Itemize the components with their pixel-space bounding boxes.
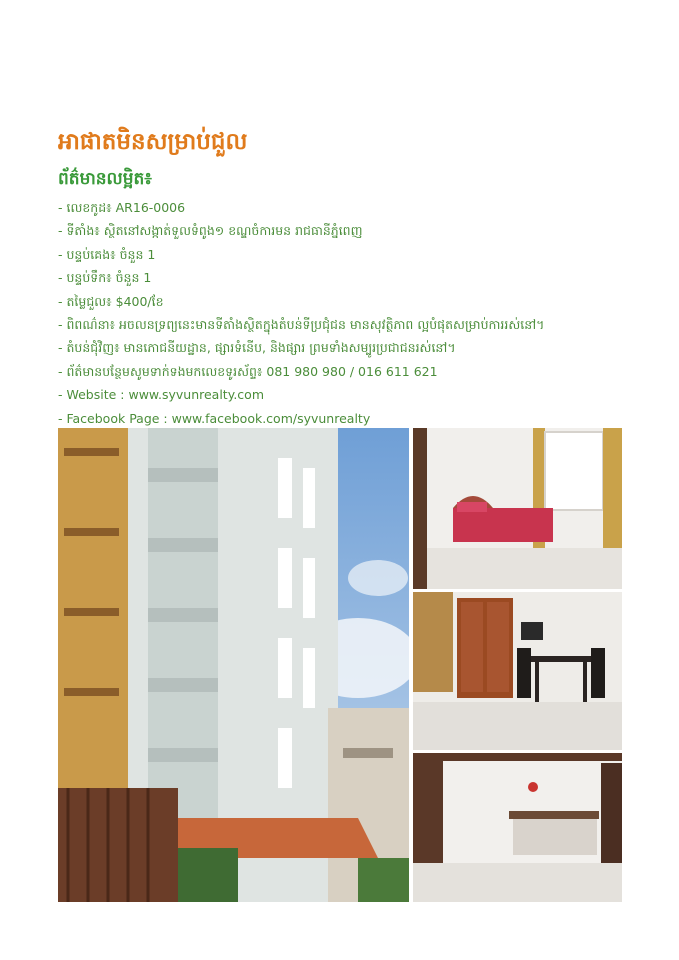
bedroom-photo: [413, 428, 622, 589]
detail-website: - Website : www.syvunrealty.com: [58, 387, 264, 403]
detail-code: - លេខកូដ៖ AR16-0006: [58, 200, 186, 215]
details-list: [58, 196, 658, 430]
detail-surroundings: - តំបន់ជុំវិញ៖ មានភោជនីយដ្ឋាន, ផ្សារទំនើប, និងផ្សារ ព្រមទាំងសម្បូរប្រជាជនរស់នៅ។: [58, 340, 456, 356]
living-room-photo: [413, 592, 622, 750]
detail-bedrooms: - បន្ទប់គេង៖ ចំនួន 1: [58, 246, 156, 262]
detail-description: - ពិពណ៌នា៖ អចលនទ្រព្យនេះមានទីតាំងស្ថិតក្នុងតំបន់ទីប្រជុំជន មានសុវត្ថិភាព ល្អបំផុតសម្រាប់ការរស់នៅ។: [58, 316, 545, 332]
kitchen-photo: [413, 753, 622, 902]
detail-facebook: - Facebook Page : www.facebook.com/syvunrealty: [58, 410, 371, 426]
detail-contact-phone: - ព័ត៌មានបន្ថែមសូមទាក់ទងមកលេខទូរស័ព្ទ៖ 081 980 980 / 016 611 621: [58, 363, 438, 379]
detail-price: - តម្លៃជួល៖ $400/ខែ: [58, 293, 164, 309]
listing-title: អាផាតមិនសម្រាប់ជួល: [58, 129, 248, 155]
details-heading: ព័ត៌មានលម្អិត៖: [58, 169, 152, 189]
building-exterior-photo: [58, 428, 409, 902]
detail-location: - ទីតាំង៖ ស្ថិតនៅសង្កាត់ទួលទំពូង១ ខណ្ឌចំការមន រាជធានីភ្នំពេញ: [58, 223, 363, 239]
detail-bathrooms: - បន្ទប់ទឹក៖ ចំនួន 1: [58, 270, 152, 286]
